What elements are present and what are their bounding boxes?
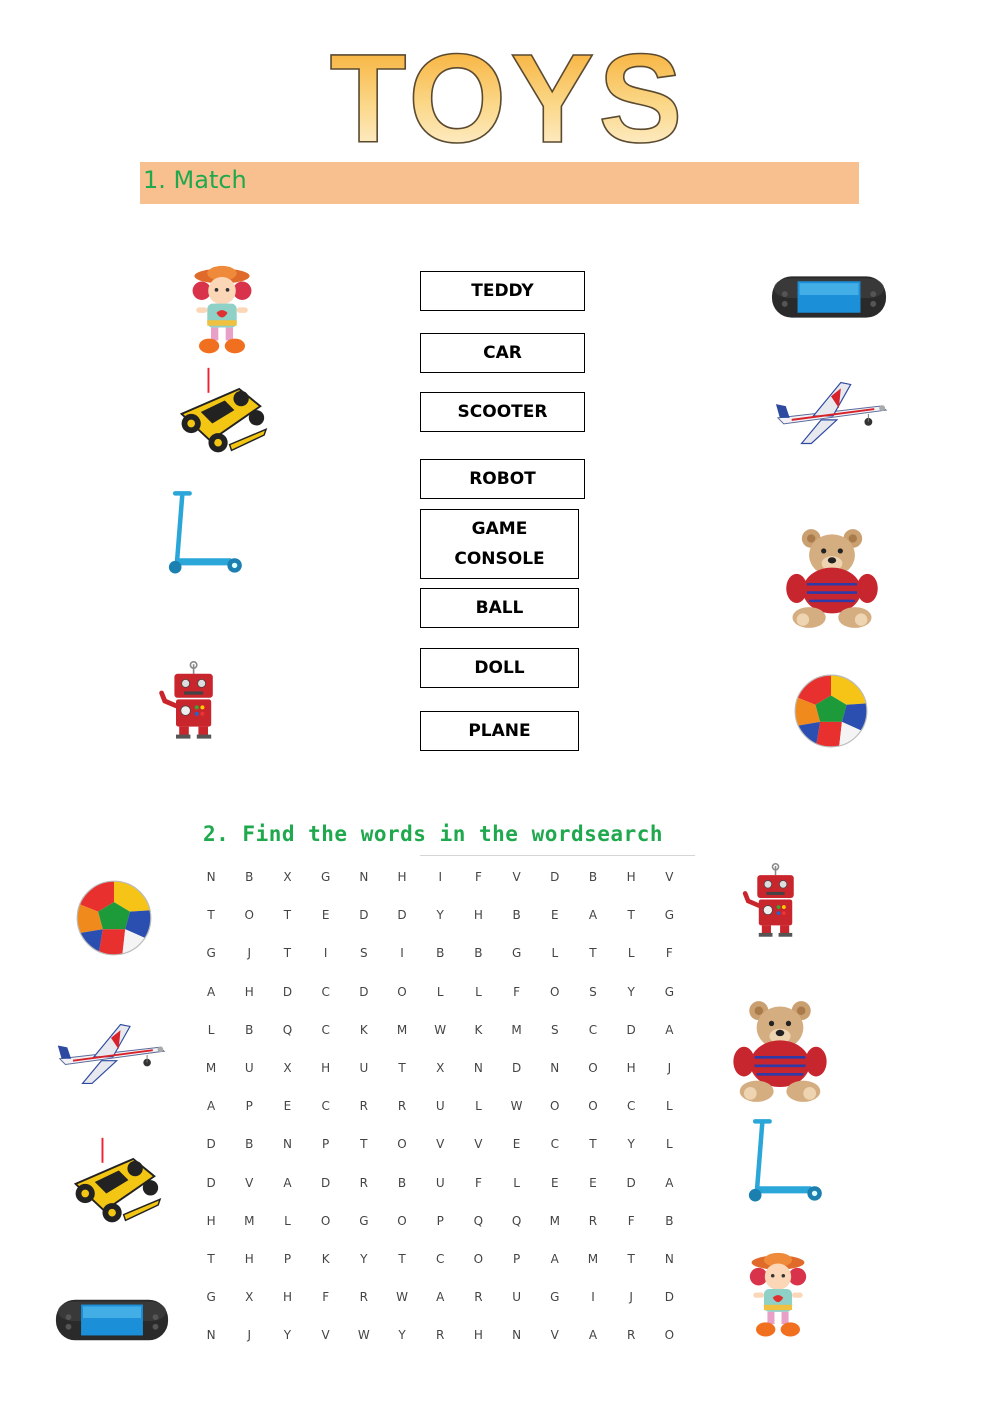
grid-cell[interactable]: T	[207, 1251, 215, 1266]
grid-cell[interactable]: J	[667, 1061, 672, 1076]
grid-cell[interactable]: T	[398, 1251, 406, 1266]
word-box-robot[interactable]	[420, 459, 585, 499]
title-text: TOYS	[329, 30, 687, 160]
grid-cell[interactable]: I	[400, 946, 404, 961]
grid-cell[interactable]: I	[438, 870, 442, 885]
grid-cell[interactable]: R	[359, 1175, 369, 1190]
grid-cell[interactable]: J	[247, 946, 252, 961]
grid-cell[interactable]: M	[511, 1022, 522, 1037]
grid-cell[interactable]: D	[626, 1175, 636, 1190]
grid-cell[interactable]: C	[321, 1099, 330, 1114]
grid-cell[interactable]: F	[665, 946, 673, 961]
divider	[420, 855, 695, 856]
grid-cell[interactable]: Y	[627, 1137, 635, 1152]
grid-cell[interactable]: Y	[398, 1328, 406, 1343]
grid-cell[interactable]: A	[665, 1175, 674, 1190]
grid-cell[interactable]: L	[284, 1213, 291, 1228]
grid-cell[interactable]: Y	[360, 1251, 368, 1266]
section1-banner	[140, 162, 859, 204]
grid-cell[interactable]: S	[550, 1022, 559, 1037]
grid-cell[interactable]: K	[321, 1251, 330, 1266]
doll-icon	[734, 1244, 822, 1348]
grid-cell[interactable]: D	[282, 984, 293, 999]
grid-cell[interactable]: X	[283, 1061, 292, 1076]
grid-cell[interactable]: T	[627, 908, 635, 923]
grid-cell[interactable]: N	[206, 1328, 216, 1343]
grid-cell[interactable]: L	[627, 946, 635, 961]
grid-cell[interactable]: E	[512, 1137, 521, 1152]
robot-icon[interactable]	[152, 652, 232, 750]
grid-cell[interactable]: G	[664, 984, 674, 999]
grid-cell[interactable]: E	[283, 1099, 292, 1114]
grid-cell[interactable]: Q	[473, 1213, 484, 1228]
grid-cell[interactable]: Y	[283, 1328, 292, 1343]
grid-cell[interactable]: L	[551, 946, 559, 961]
grid-cell[interactable]: G	[550, 1290, 560, 1305]
grid-cell[interactable]: B	[436, 946, 445, 961]
grid-cell[interactable]: O	[588, 1061, 598, 1076]
grid-cell[interactable]: T	[589, 1137, 597, 1152]
grid-cell[interactable]: V	[665, 870, 674, 885]
grid-cell[interactable]: D	[359, 984, 369, 999]
grid-cell[interactable]: A	[550, 1251, 559, 1266]
grid-cell[interactable]: A	[436, 1290, 445, 1305]
grid-cell[interactable]: W	[357, 1328, 370, 1343]
grid-cell[interactable]: C	[626, 1099, 636, 1114]
grid-cell[interactable]: X	[283, 870, 292, 885]
grid-cell[interactable]: O	[244, 908, 254, 923]
word-label: TEDDY	[471, 281, 534, 301]
grid-cell[interactable]: B	[512, 908, 521, 923]
word-label: DOLL	[474, 658, 525, 678]
grid-cell[interactable]: H	[473, 1328, 483, 1343]
grid-cell[interactable]: H	[626, 1061, 636, 1076]
grid-cell[interactable]: F	[474, 1175, 482, 1190]
grid-cell[interactable]: Y	[627, 984, 635, 999]
grid-cell[interactable]: L	[666, 1099, 673, 1114]
grid-cell[interactable]: H	[321, 1061, 331, 1076]
grid-cell[interactable]: E	[589, 1175, 597, 1190]
grid-cell[interactable]: D	[206, 1175, 216, 1190]
ball-icon	[74, 878, 154, 958]
scooter-icon[interactable]	[154, 488, 254, 578]
grid-cell[interactable]: W	[396, 1290, 408, 1305]
grid-cell[interactable]: D	[511, 1061, 522, 1076]
doll-icon[interactable]	[176, 258, 268, 364]
grid-cell[interactable]: O	[473, 1251, 484, 1266]
grid-cell[interactable]: V	[512, 870, 521, 885]
grid-cell[interactable]: D	[359, 908, 369, 923]
teddy-icon	[722, 998, 838, 1104]
grid-cell[interactable]: B	[588, 870, 598, 885]
grid-cell[interactable]: G	[664, 908, 674, 923]
grid-cell[interactable]: O	[397, 984, 407, 999]
grid-cell[interactable]: D	[206, 1137, 216, 1152]
grid-cell[interactable]: O	[550, 1099, 560, 1114]
grid-cell[interactable]: P	[322, 1137, 330, 1152]
robot-icon	[736, 852, 812, 950]
grid-cell[interactable]: R	[359, 1290, 369, 1305]
grid-cell[interactable]: Y	[436, 908, 444, 923]
grid-cell[interactable]: S	[589, 984, 597, 999]
grid-cell[interactable]: T	[589, 946, 597, 961]
grid-cell[interactable]: R	[474, 1290, 483, 1305]
grid-cell[interactable]: G	[359, 1213, 369, 1228]
plane-icon	[54, 1018, 168, 1090]
grid-cell[interactable]: A	[588, 1328, 598, 1343]
grid-cell[interactable]: P	[512, 1251, 521, 1266]
grid-cell[interactable]: I	[591, 1290, 595, 1305]
car-icon	[66, 1130, 162, 1234]
grid-cell[interactable]: I	[323, 946, 328, 961]
grid-cell[interactable]: L	[513, 1175, 520, 1190]
grid-cell[interactable]: N	[473, 1061, 483, 1076]
grid-cell[interactable]: R	[436, 1328, 445, 1343]
grid-cell[interactable]: Q	[511, 1213, 522, 1228]
grid-cell[interactable]: D	[664, 1290, 674, 1305]
grid-cell[interactable]: M	[587, 1251, 599, 1266]
grid-cell[interactable]: O	[397, 1213, 407, 1228]
grid-cell[interactable]: S	[360, 946, 368, 961]
grid-cell[interactable]: A	[283, 1175, 292, 1190]
word-label: GAME CONSOLE	[454, 519, 545, 569]
grid-cell[interactable]: A	[206, 984, 216, 999]
grid-cell[interactable]: H	[473, 908, 483, 923]
grid-cell[interactable]: M	[205, 1061, 217, 1076]
grid-cell[interactable]: U	[512, 1290, 521, 1305]
grid-cell[interactable]: H	[206, 1213, 216, 1228]
grid-cell[interactable]: U	[359, 1061, 369, 1076]
grid-cell[interactable]: K	[359, 1022, 368, 1037]
grid-cell[interactable]: V	[550, 1328, 559, 1343]
car-icon[interactable]	[170, 364, 270, 460]
grid-cell[interactable]: T	[360, 1137, 368, 1152]
grid-cell[interactable]: C	[321, 984, 330, 999]
plane-icon[interactable]	[772, 378, 890, 448]
grid-cell[interactable]: E	[550, 1175, 559, 1190]
grid-cell[interactable]: B	[245, 1022, 254, 1037]
grid-cell[interactable]: H	[282, 1290, 292, 1305]
grid-cell[interactable]: L	[436, 984, 444, 999]
word-label: CAR	[483, 343, 522, 363]
grid-cell[interactable]: M	[549, 1213, 560, 1228]
grid-cell[interactable]: L	[666, 1137, 673, 1152]
grid-cell[interactable]: E	[550, 908, 559, 923]
grid-cell[interactable]: P	[245, 1099, 253, 1114]
word-box-game-console[interactable]	[420, 509, 579, 579]
grid-cell[interactable]: U	[435, 1175, 445, 1190]
grid-cell[interactable]: B	[474, 946, 483, 961]
grid-cell[interactable]: B	[245, 870, 254, 885]
grid-cell[interactable]: L	[475, 1099, 482, 1114]
word-label: PLANE	[468, 721, 531, 741]
scooter-icon	[734, 1116, 834, 1206]
grid-cell[interactable]: R	[359, 1099, 369, 1114]
word-label: ROBOT	[469, 469, 536, 489]
grid-cell[interactable]: C	[588, 1022, 598, 1037]
grid-cell[interactable]: L	[207, 1022, 215, 1037]
grid-cell[interactable]: N	[206, 870, 216, 885]
word-box-teddy[interactable]	[420, 271, 585, 311]
grid-cell[interactable]: C	[550, 1137, 559, 1152]
word-label: SCOOTER	[457, 402, 548, 422]
game-console-icon[interactable]	[770, 272, 888, 322]
grid-cell[interactable]: T	[207, 908, 215, 923]
grid-cell[interactable]: H	[397, 870, 407, 885]
grid-cell[interactable]: U	[435, 1099, 445, 1114]
grid-cell[interactable]: K	[474, 1022, 483, 1037]
grid-cell[interactable]: R	[588, 1213, 598, 1228]
grid-cell[interactable]: C	[436, 1251, 445, 1266]
grid-cell[interactable]: X	[436, 1061, 445, 1076]
grid-cell[interactable]: D	[397, 908, 407, 923]
grid-cell[interactable]: H	[244, 984, 254, 999]
grid-cell[interactable]: V	[436, 1137, 445, 1152]
grid-cell[interactable]: V	[474, 1137, 483, 1152]
grid-cell[interactable]: N	[550, 1061, 560, 1076]
grid-cell[interactable]: O	[664, 1328, 675, 1343]
grid-cell[interactable]: W	[434, 1022, 447, 1037]
grid-cell[interactable]: R	[626, 1328, 636, 1343]
section2-heading: 2. Find the words in the wordsearch	[203, 822, 664, 846]
grid-cell[interactable]: H	[244, 1251, 254, 1266]
grid-cell[interactable]: W	[510, 1099, 523, 1114]
grid-cell[interactable]: F	[627, 1213, 635, 1228]
grid-cell[interactable]: O	[588, 1099, 598, 1114]
grid-cell[interactable]: J	[247, 1328, 252, 1343]
page-title	[0, 30, 1000, 160]
grid-cell[interactable]: N	[664, 1251, 674, 1266]
grid-cell[interactable]: G	[511, 946, 522, 961]
grid-cell[interactable]: L	[475, 984, 482, 999]
grid-cell[interactable]: B	[665, 1213, 674, 1228]
grid-cell[interactable]: T	[283, 946, 292, 961]
grid-cell[interactable]: C	[321, 1022, 330, 1037]
grid-cell[interactable]: X	[245, 1290, 254, 1305]
word-box-plane[interactable]	[420, 711, 579, 751]
game-console-icon	[54, 1294, 170, 1346]
grid-cell[interactable]: D	[550, 870, 560, 885]
grid-cell[interactable]: D	[321, 1175, 331, 1190]
grid-cell[interactable]: M	[396, 1022, 408, 1037]
grid-cell[interactable]: T	[627, 1251, 635, 1266]
wordsearch-grid[interactable]	[192, 858, 688, 1348]
grid-cell[interactable]: U	[244, 1061, 254, 1076]
word-label: BALL	[475, 598, 524, 618]
ball-icon[interactable]	[792, 672, 870, 750]
grid-cell[interactable]: F	[474, 870, 482, 885]
grid-cell[interactable]: O	[320, 1213, 331, 1228]
grid-cell[interactable]: D	[626, 1022, 636, 1037]
grid-cell[interactable]: G	[321, 870, 331, 885]
grid-cell[interactable]: A	[206, 1099, 216, 1114]
grid-cell[interactable]: G	[206, 1290, 216, 1305]
grid-cell[interactable]: O	[397, 1137, 407, 1152]
grid-cell[interactable]: T	[398, 1061, 406, 1076]
grid-cell[interactable]: N	[359, 870, 369, 885]
word-box-scooter[interactable]	[420, 392, 585, 432]
word-box-doll[interactable]	[420, 648, 579, 688]
grid-cell[interactable]: H	[626, 870, 636, 885]
grid-cell[interactable]: A	[588, 908, 598, 923]
grid-cell[interactable]: R	[397, 1099, 407, 1114]
grid-cell[interactable]: F	[513, 984, 521, 999]
grid-cell[interactable]: T	[283, 908, 292, 923]
teddy-icon[interactable]	[774, 526, 890, 630]
word-box-ball[interactable]	[420, 588, 579, 628]
grid-cell[interactable]: Q	[282, 1022, 293, 1037]
grid-cell[interactable]: V	[245, 1175, 254, 1190]
grid-cell[interactable]: J	[629, 1290, 633, 1305]
grid-cell[interactable]: F	[322, 1290, 330, 1305]
grid-cell[interactable]: B	[245, 1137, 254, 1152]
grid-cell[interactable]: N	[512, 1328, 522, 1343]
grid-cell[interactable]: E	[321, 908, 330, 923]
grid-cell[interactable]: G	[206, 946, 216, 961]
grid-cell[interactable]: B	[397, 1175, 407, 1190]
grid-cell[interactable]: A	[665, 1022, 674, 1037]
word-box-car[interactable]	[420, 333, 585, 373]
grid-cell[interactable]: P	[436, 1213, 444, 1228]
grid-cell[interactable]: N	[282, 1137, 292, 1152]
grid-cell[interactable]: P	[283, 1251, 292, 1266]
grid-cell[interactable]: V	[321, 1328, 330, 1343]
grid-cell[interactable]: M	[244, 1213, 255, 1228]
section1-heading: 1. Match	[143, 166, 247, 194]
grid-cell[interactable]: O	[550, 984, 560, 999]
